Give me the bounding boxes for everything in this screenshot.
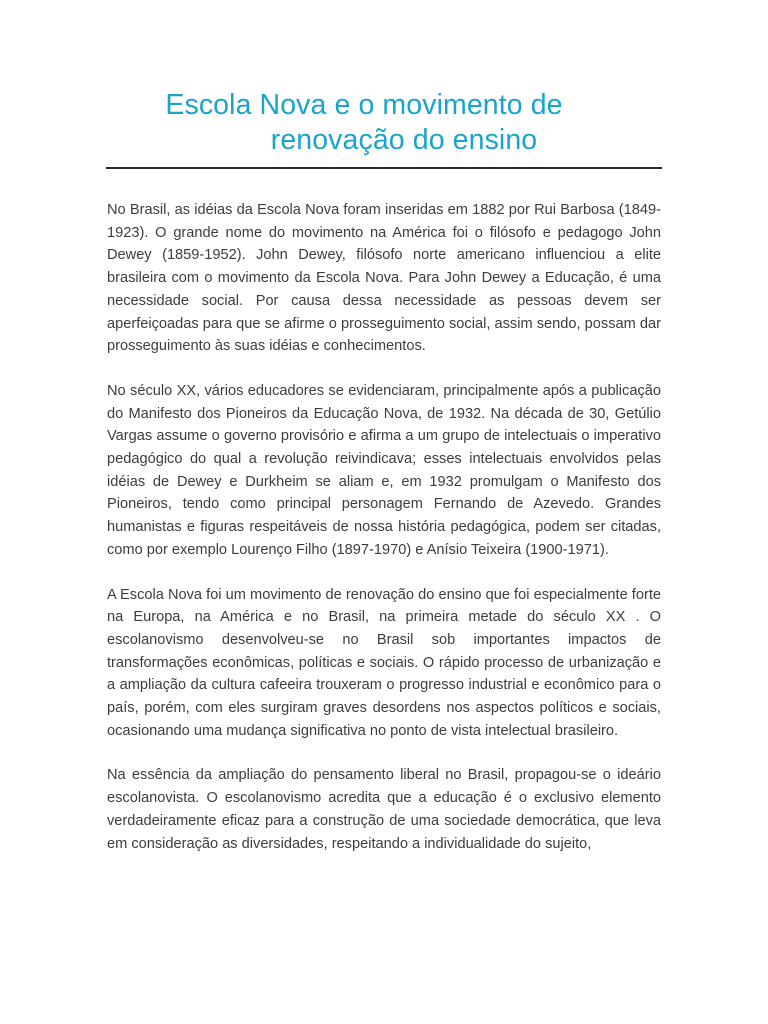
paragraph-2: No século XX, vários educadores se evidenciaram, principalmente após a publicação do Manifesto dos Pioneiros da Educação Nova, de 1932. Na década de 30, Getúlio Vargas assume o governo provisório e afirma a um grupo de intelectuais o imperativo pedagógico do qual a revolução reivindicava; esses intelectuais envolvidos pelas idéias de Dewey e Durkheim se aliam e, em 1932 promulgam o Manifesto dos Pioneiros, tendo como principal personagem Fernando de Azevedo. Grandes humanistas e figuras respeitáveis de nossa história pedagógica, podem ser citadas, como por exemplo Lourenço Filho (1897-1970) e Anísio Teixeira (1900-1971).	[107, 382, 661, 558]
document-body	[107, 199, 661, 877]
title-line-1: Escola Nova e o movimento de	[165, 89, 563, 121]
paragraph-4: Na essência da ampliação do pensamento liberal no Brasil, propagou-se o ideário escolanovista. O escolanovismo acredita que a educação é o exclusivo elemento verdadeiramente eficaz para a construção de uma sociedade democrática, que leva em consideração as diversidades, respeitando a individualidade do sujeito,	[107, 767, 661, 852]
paragraph-1: No Brasil, as idéias da Escola Nova foram inseridas em 1882 por Rui Barbosa (1849-1923). O grande nome do movimento na América foi o filósofo e pedagogo John Dewey (1859-1952). John Dewey, filósofo norte americano influenciou a elite brasileira com o movimento da Escola Nova. Para John Dewey a Educação, é uma necessidade social. Por causa dessa necessidade as pessoas devem ser aperfeiçoadas para que se afirme o prosseguimento social, assim sendo, possam dar prosseguimento às suas idéias e conhecimentos.	[107, 202, 661, 355]
paragraph-3: A Escola Nova foi um movimento de renovação do ensino que foi especialmente forte na Europa, na América e no Brasil, na primeira metade do século XX . O escolanovismo desenvolveu-se no Brasil sob importantes impactos de transformações econômicas, políticas e sociais. O rápido processo de urbanização e a ampliação da cultura cafeeira trouxeram o progresso industrial e econômico para o país, porém, com eles surgiram graves desordens nos aspectos políticos e sociais, ocasionando uma mudança significativa no ponto de vista intelectual brasileiro.	[107, 586, 661, 739]
document-title	[106, 88, 662, 158]
title-line-2: renovação do ensino	[270, 124, 538, 156]
title-divider	[106, 167, 662, 169]
